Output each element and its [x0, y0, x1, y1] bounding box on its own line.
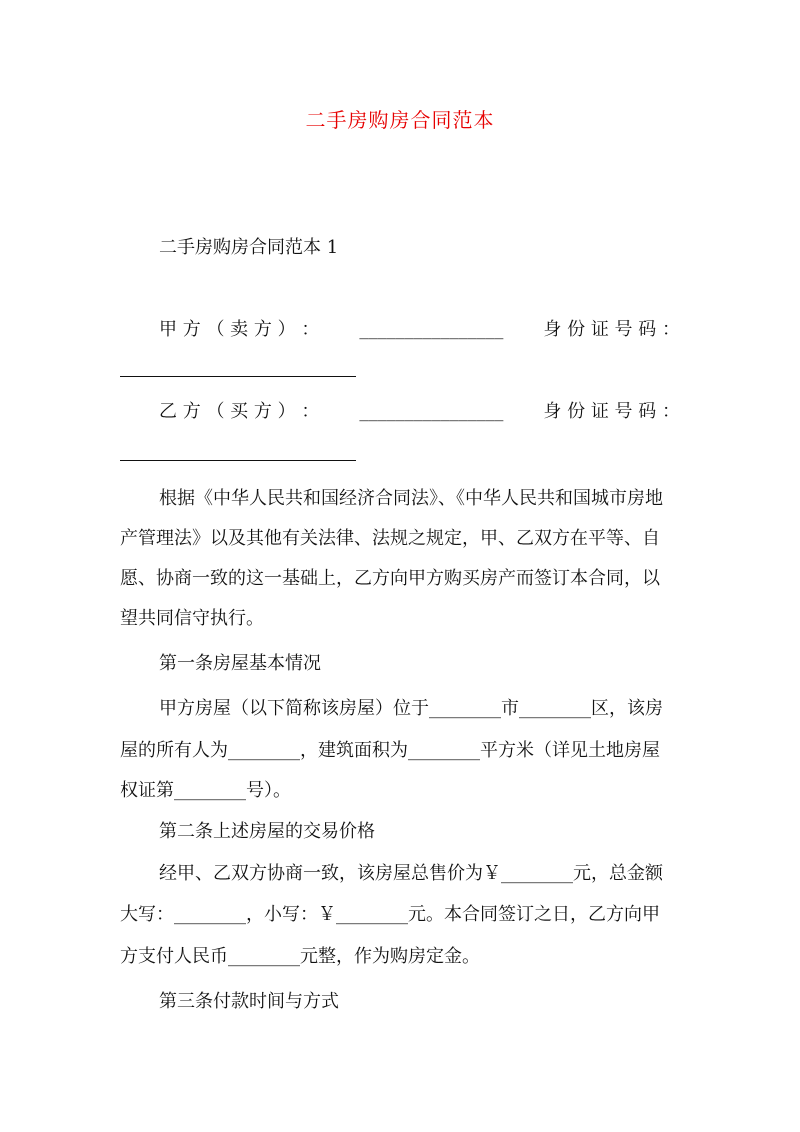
party-b-id-blank — [120, 460, 356, 461]
article-2-heading: 第二条上述房屋的交易价格 — [159, 821, 375, 842]
party-a-name-blank: ________________ — [359, 319, 504, 340]
document-title: 二手房购房合同范本 — [305, 108, 495, 132]
article-1-line: 屋的所有人为________，建筑面积为________平方米（详见土地房屋 — [120, 740, 660, 761]
party-a-label: 甲 方 （ 卖 方 ） ： — [159, 319, 320, 340]
contract-subtitle: 二手房购房合同范本 1 — [159, 237, 339, 258]
party-a-id-blank — [120, 376, 356, 377]
article-3-heading: 第三条付款时间与方式 — [159, 991, 339, 1012]
party-b-row — [159, 400, 680, 424]
intro-line: 产管理法》以及其他有关法律、法规之规定，甲、乙双方在平等、自 — [120, 528, 660, 549]
party-a-row — [159, 318, 680, 342]
article-2-line: 大写：________，小写：￥________元。本合同签订之日，乙方向甲 — [120, 904, 660, 925]
article-1-heading: 第一条房屋基本情况 — [159, 653, 321, 674]
article-2-line: 经甲、乙双方协商一致，该房屋总售价为￥________元，总金额 — [159, 863, 663, 884]
intro-line: 望共同信守执行。 — [120, 608, 264, 629]
party-b-label: 乙 方 （ 买 方 ） ： — [159, 401, 320, 422]
article-1-line: 权证第________号）。 — [120, 780, 291, 801]
party-b-id-label: 身 份 证 号 码 ： — [543, 401, 680, 422]
intro-line: 根据《中华人民共和国经济合同法》、《中华人民共和国城市房地 — [159, 488, 663, 509]
article-2-line: 方支付人民币________元整，作为购房定金。 — [120, 946, 480, 967]
intro-line: 愿、协商一致的这一基础上，乙方向甲方购买房产而签订本合同，以 — [120, 568, 660, 589]
article-1-line: 甲方房屋（以下简称该房屋）位于________市________区，该房 — [159, 698, 663, 719]
party-a-id-label: 身 份 证 号 码 ： — [543, 319, 680, 340]
party-b-name-blank: ________________ — [359, 401, 504, 422]
